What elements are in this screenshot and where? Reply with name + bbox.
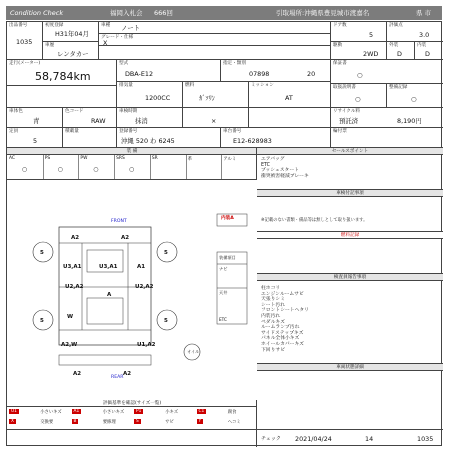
legend-r2-2: B (73, 419, 77, 424)
class-cell: 指定・類別 07898 20 (221, 60, 331, 82)
recycle-status: 預託済 (339, 117, 359, 125)
front-label: FRONT (111, 219, 127, 224)
venue: 福岡入札会 (110, 9, 143, 17)
mark-hood-left: A2 (71, 235, 80, 241)
doors-cell: ドア数 5 (331, 22, 387, 42)
rating: 3.0 (419, 31, 430, 39)
mark-fender-right: A1 (137, 264, 146, 270)
equip-val-0: ○ (21, 166, 28, 173)
mark-door-rl: W (67, 314, 74, 320)
legend-r2-3: 要修理 (102, 420, 116, 425)
plate-cell: 登録番号 沖縄 520 わ 6245 (117, 128, 221, 148)
recycle-cell: リサイクル料 預託済 8,190円 (331, 108, 443, 128)
wheel-mark-fr: 5 (164, 250, 168, 256)
equip-col-6: アルミ (223, 157, 237, 162)
mark-door-fl: U2,A2 (65, 284, 84, 290)
maintenance-record: ○ (411, 95, 417, 103)
legend-r2-1: 交換要 (40, 420, 54, 425)
type-code-cell: 型式 DBA-E12 (117, 60, 221, 82)
legend-r1-7: 腐食 (227, 410, 237, 415)
footer-left (7, 430, 257, 447)
side-label-2: 天井 (219, 290, 228, 295)
model-cell: 車種 ノート (99, 22, 331, 34)
warranty: ○ (357, 71, 363, 79)
inspector-section: 検査員報告事項 柱ホコリ エンジンルームサビ 天張りシミ シート汚れ フロントシートヘタリ 内装汚れ ペダルキズ ルームランプ汚れ サイドステップキズ パネル全体小キズ ホイールカバーキズ 下回りサビ (257, 274, 443, 364)
class-no-2: 20 (307, 70, 316, 78)
transmission-cell: ミッション AT (249, 82, 331, 108)
ext-cell: 外装 D (387, 42, 415, 60)
session: 666回 (154, 9, 173, 17)
equip-col-5: 革 (187, 157, 192, 162)
legend-r2-5: サビ (165, 420, 174, 425)
color-code-cell: 色コード RAW (63, 108, 117, 128)
mark-rear-r: A2 (123, 371, 132, 377)
manual: ○ (355, 95, 361, 103)
wheel-mark-rl: 5 (40, 318, 44, 324)
plate: 沖縄 520 わ 6245 (121, 137, 175, 145)
odometer: 58,784km (35, 70, 91, 83)
mark-fender-left: U3,A1 (63, 264, 82, 270)
body-color: 青 (33, 117, 40, 125)
equip-divider (114, 155, 115, 180)
int-grade: D (425, 50, 430, 58)
page-info: 県 市 (416, 9, 432, 17)
footer (257, 430, 443, 447)
side-label-0: 装備項目 (219, 255, 236, 260)
displacement: 1200CC (145, 94, 171, 102)
model-spacer (99, 46, 331, 60)
lot-no-cell: 出品番号 1035 (7, 22, 43, 60)
warranty-cell: 保証書 ○ (331, 60, 443, 84)
footer-pos: 14 (365, 435, 374, 443)
legend-r1-3: 小さいキズ (102, 410, 125, 415)
selling-points: セールスポイント エアバッグ ETC プッシュスタート 衝突被害軽減ブレーキ (257, 148, 443, 190)
recycle-amount: 8,190円 (397, 117, 422, 125)
equip-divider (150, 155, 151, 180)
inspection-spacer (249, 108, 331, 128)
rating-cell: 評価点 3.0 (387, 22, 443, 42)
frame-no: E12-628983 (233, 137, 272, 145)
notes-text: ※記載のない書類・備品等は無しとして取り扱います。 (261, 218, 368, 223)
equip-divider (43, 155, 44, 180)
type-code: DBA-E12 (125, 70, 154, 78)
capacity-cell: 定員 5 (7, 128, 63, 148)
transmission: AT (285, 94, 293, 102)
selling-points-text: エアバッグ ETC プッシュスタート 衝突被害軽減ブレーキ (261, 157, 309, 179)
first-reg: H31年04月 (55, 30, 89, 38)
class-no: 07898 (249, 70, 270, 78)
legend-r1-4: P1 (136, 409, 142, 414)
legend-r1-2: A1 (73, 409, 80, 414)
ext-grade: D (397, 50, 402, 58)
maintenance-cell: 整備記録 ○ (387, 84, 443, 108)
displacement-cell: 排気量 1200CC (117, 82, 183, 108)
legend-r2-4: S (136, 419, 139, 424)
grade-cell: グレード・仕様 X (99, 34, 331, 46)
side-label-1: ナビ (219, 266, 228, 271)
oil-label: オイル (187, 349, 200, 354)
mark-hood-right: A2 (121, 235, 130, 241)
delivery-place: 引取場所:沖縄県豊見城市渡嘉名 (276, 9, 370, 17)
equip-col-1: PS (44, 156, 51, 161)
footer-lot: 1035 (417, 435, 434, 443)
notes-section: 車検付記事項 ※記載のない書類・備品等は無しとして取り扱います。 (257, 190, 443, 232)
legend-r2-7: ヘコミ (227, 420, 241, 425)
brand-title: Condition Check (10, 9, 64, 17)
fuel-note-section (257, 232, 443, 274)
load-cell: 積載量 (63, 128, 117, 148)
lot-no: 1035 (16, 38, 33, 46)
equip-divider (221, 155, 222, 180)
color-code: RAW (91, 117, 106, 125)
fuel-cell: 燃料 ｶﾞｿﾘﾝ (183, 82, 249, 108)
wheel-mark-rr: 5 (164, 318, 168, 324)
footer-label: チェック (261, 436, 281, 442)
serial-cell: 輪付票 (331, 128, 443, 148)
details-section: 車両状態詳細 (257, 364, 443, 430)
inspection: 抹消 (135, 117, 148, 125)
equip-col-3: SRS (116, 156, 125, 161)
mark-rear-l: A2 (73, 371, 82, 377)
equip-col-0: AC (9, 156, 15, 161)
odometer-cell: 走行(メーター) 58,784km (7, 60, 117, 86)
footer-date: 2021/04/24 (295, 435, 332, 443)
grade: X (103, 39, 108, 46)
first-reg-cell: 初度登録 H31年04月 (43, 22, 99, 42)
interior-label: 内装A (221, 216, 234, 221)
equip-val-3: ○ (129, 166, 135, 173)
drive-cell: 駆動 2WD (331, 42, 387, 60)
capacity: 5 (33, 137, 38, 145)
inspection-cell: 車検時期 抹消 (117, 108, 183, 128)
legend-r1-6: C1 (198, 409, 205, 414)
rear-label: REAR (111, 375, 124, 380)
color-cell: 車体色 青 (7, 108, 63, 128)
inspector-text: 柱ホコリ エンジンルームサビ 天張りシミ シート汚れ フロントシートヘタリ 内装汚れ ペダルキズ ルームランプ汚れ サイドステップキズ パネル全体小キズ ホイールカバーキズ 下回りサビ (261, 286, 309, 353)
manual-cell: 取扱説明書 ○ (331, 84, 387, 108)
equip-val-1: ○ (57, 166, 63, 173)
equip-divider (78, 155, 79, 180)
mark-front: U3,A1 (99, 264, 118, 270)
fuel: ｶﾞｿﾘﾝ (199, 94, 215, 102)
side-label-3: ETC (219, 317, 227, 322)
drive: 2WD (363, 50, 379, 58)
doors: 5 (369, 31, 374, 39)
equip-col-2: PW (80, 156, 88, 161)
history-cell: 車歴 レンタカー (43, 42, 99, 60)
condition-sheet (6, 21, 442, 446)
legend-r1-1: 小さいキズ (40, 410, 62, 415)
inspection-extra-cell: × (183, 108, 249, 128)
history: レンタカー (57, 50, 89, 58)
equip-divider (186, 155, 187, 180)
frame-cell: 車台番号 E12-628983 (221, 128, 331, 148)
mark-quarter-r: U1,A2 (137, 342, 156, 348)
legend-r1-0: U1 (11, 409, 17, 414)
header-bar (6, 6, 442, 20)
model: ノート (121, 24, 140, 32)
mark-door-fr: U2,A2 (135, 284, 154, 290)
mark-roof: A (107, 292, 112, 298)
wheel-mark-fl: 5 (40, 250, 44, 256)
fuel-note-title: 燃料記録 (340, 233, 360, 238)
equip-col-4: SR (151, 156, 158, 161)
legend: 評価基準を確認(サイズ一覧) U1 小さいキズ A1 小さいキズ P1 小キズ C1 腐食 X 交換要 B 要修理 S サビ Y ヘコミ (7, 400, 257, 430)
int-cell: 内装 D (415, 42, 443, 60)
odometer-spacer (7, 86, 117, 108)
mark-quarter-l: A2,W (61, 342, 78, 348)
legend-r2-6: Y (198, 419, 202, 424)
equipment-section: 装 備 AC ○ PS ○ PW ○ SRS ○ SR 革 アルミ (7, 148, 257, 180)
equip-val-2: ○ (93, 166, 99, 173)
legend-r1-5: 小キズ (165, 410, 179, 415)
legend-r2-0: X (11, 419, 14, 424)
